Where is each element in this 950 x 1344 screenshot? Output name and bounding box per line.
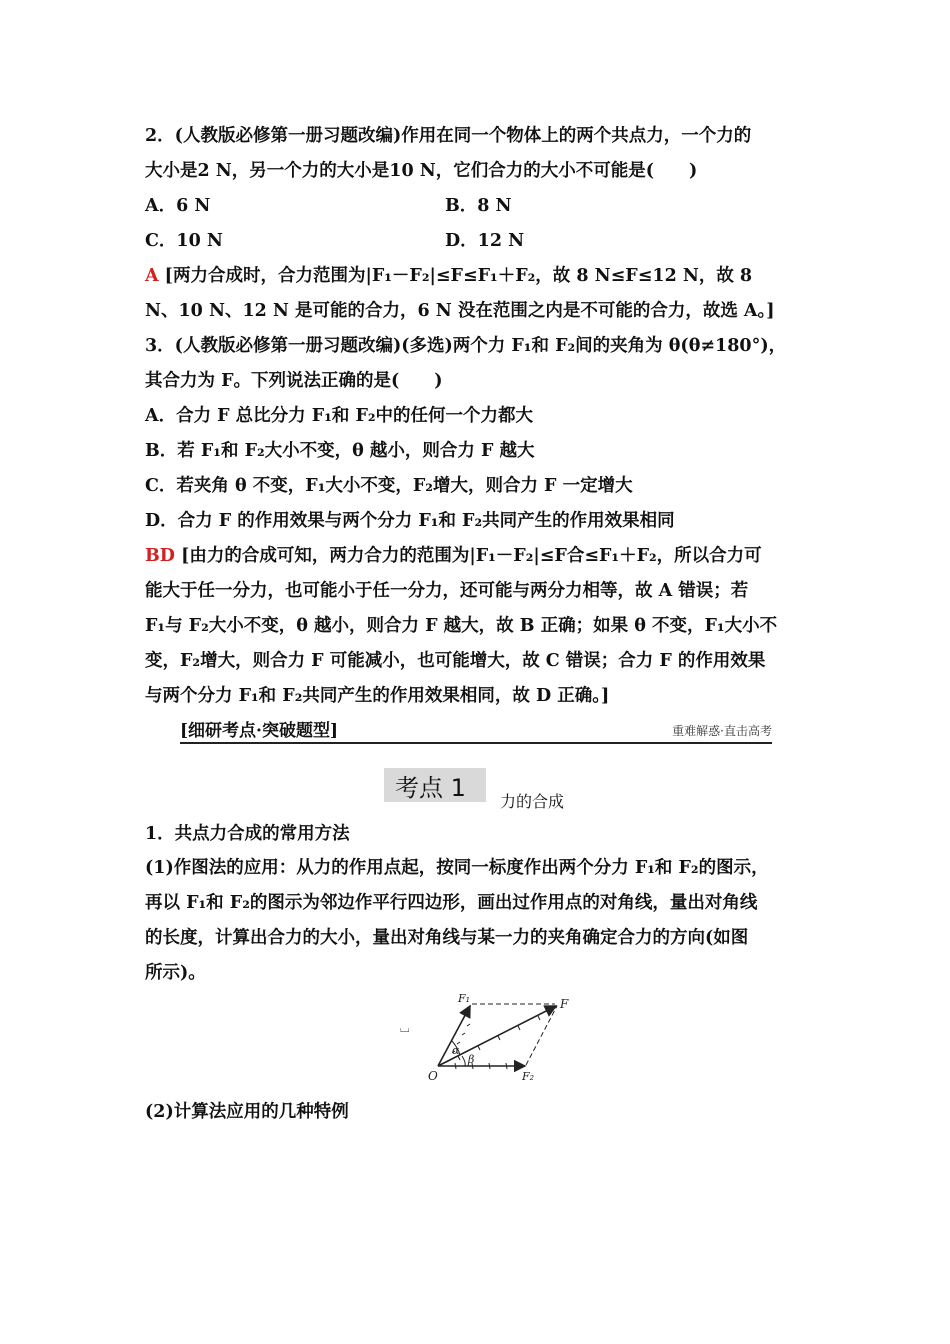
q2-explanation-line2: N、10 N、12 N 是可能的合力，6 N 没在范围之内是不可能的合力，故选 A。] bbox=[145, 301, 775, 321]
kaodian-label: 考点 1 bbox=[395, 774, 466, 802]
label-f: F bbox=[560, 997, 569, 1011]
q3-explanation-line2: 能大于任一分力，也可能小于任一分力，还可能与两分力相等，故 A 错误；若 bbox=[145, 581, 749, 601]
method-p1-line2: 再以 F₁和 F₂的图示为邻边作平行四边形，画出过作用点的对角线，量出对角线 bbox=[145, 893, 758, 913]
q3-answer: BD bbox=[145, 546, 175, 566]
q3-explanation-line1 bbox=[145, 544, 762, 568]
q3-explanation-line3: F₁与 F₂大小不变，θ 越小，则合力 F 越大，故 B 正确；如果 θ 不变，F₁大小不 bbox=[145, 616, 778, 636]
method-p1-line1: (1)作图法的应用：从力的作用点起，按同一标度作出两个分力 F₁和 F₂的图示， bbox=[145, 858, 769, 878]
section-banner-subtitle: 重难解惑·直击高考 bbox=[672, 724, 772, 738]
resultant-vector bbox=[438, 1006, 556, 1066]
force-parallelogram-diagram bbox=[400, 990, 590, 1086]
q2-option-d: D．12 N bbox=[445, 231, 525, 251]
label-beta: β bbox=[468, 1053, 475, 1066]
q2-option-b: B．8 N bbox=[445, 196, 512, 216]
label-o: O bbox=[428, 1069, 438, 1083]
q2-answer: A bbox=[145, 266, 159, 286]
label-alpha: α bbox=[452, 1044, 460, 1057]
method-p1-line3: 的长度，计算出合力的大小，量出对角线与某一力的夹角确定合力的方向(如图 bbox=[145, 928, 749, 948]
q3-option-a: A．合力 F 总比分力 F₁和 F₂中的任何一个力都大 bbox=[145, 406, 534, 426]
section-banner-title: [细研考点·突破题型] bbox=[180, 721, 339, 741]
q3-explanation-line4: 变，F₂增大，则合力 F 可能减小，也可能增大，故 C 错误；合力 F 的作用效果 bbox=[145, 651, 766, 671]
q3-option-b: B．若 F₁和 F₂大小不变，θ 越小，则合力 F 越大 bbox=[145, 441, 535, 461]
beta-arc bbox=[462, 1056, 465, 1066]
method-heading: 1．共点力合成的常用方法 bbox=[145, 824, 350, 844]
q3-stem-line2: 其合力为 F。下列说法正确的是( ) bbox=[145, 371, 443, 391]
method-p1-line4: 所示)。 bbox=[145, 963, 206, 983]
q2-option-a: A．6 N bbox=[145, 196, 211, 216]
label-f2: F₂ bbox=[522, 1070, 535, 1083]
q3-stem-line1: 3．(人教版必修第一册习题改编)(多选)两个力 F₁和 F₂间的夹角为 θ(θ≠180°)， bbox=[145, 336, 787, 356]
q2-explanation-line1 bbox=[145, 264, 752, 288]
q2-stem-line1: 2．(人教版必修第一册习题改编)作用在同一个物体上的两个共点力，一个力的 bbox=[145, 126, 752, 146]
q3-option-d: D．合力 F 的作用效果与两个分力 F₁和 F₂共同产生的作用效果相同 bbox=[145, 511, 675, 531]
q2-stem-line2: 大小是2 N，另一个力的大小是10 N，它们合力的大小不可能是( ) bbox=[145, 161, 698, 181]
q2-option-c: C．10 N bbox=[145, 231, 223, 251]
q3-explanation-line5: 与两个分力 F₁和 F₂共同产生的作用效果相同，故 D 正确。] bbox=[145, 686, 610, 706]
dashed-right-side bbox=[526, 1006, 557, 1065]
q2-exp-text1: [两力合成时，合力范围为|F₁－F₂|≤F≤F₁＋F₂，故 8 N≤F≤12 N，故 8 bbox=[164, 266, 753, 286]
q3-option-c: C．若夹角 θ 不变，F₁大小不变，F₂增大，则合力 F 一定增大 bbox=[145, 476, 633, 496]
method-p2: (2)计算法应用的几种特例 bbox=[145, 1102, 349, 1122]
kaodian-title: 力的合成 bbox=[500, 792, 565, 811]
label-f1: F₁ bbox=[458, 992, 471, 1005]
section-banner bbox=[180, 716, 772, 744]
scale-mark: ⌴ bbox=[400, 1021, 410, 1035]
q3-exp-text1: [由力的合成可知，两力合力的范围为|F₁－F₂|≤F合≤F₁＋F₂，所以合力可 bbox=[181, 546, 762, 566]
